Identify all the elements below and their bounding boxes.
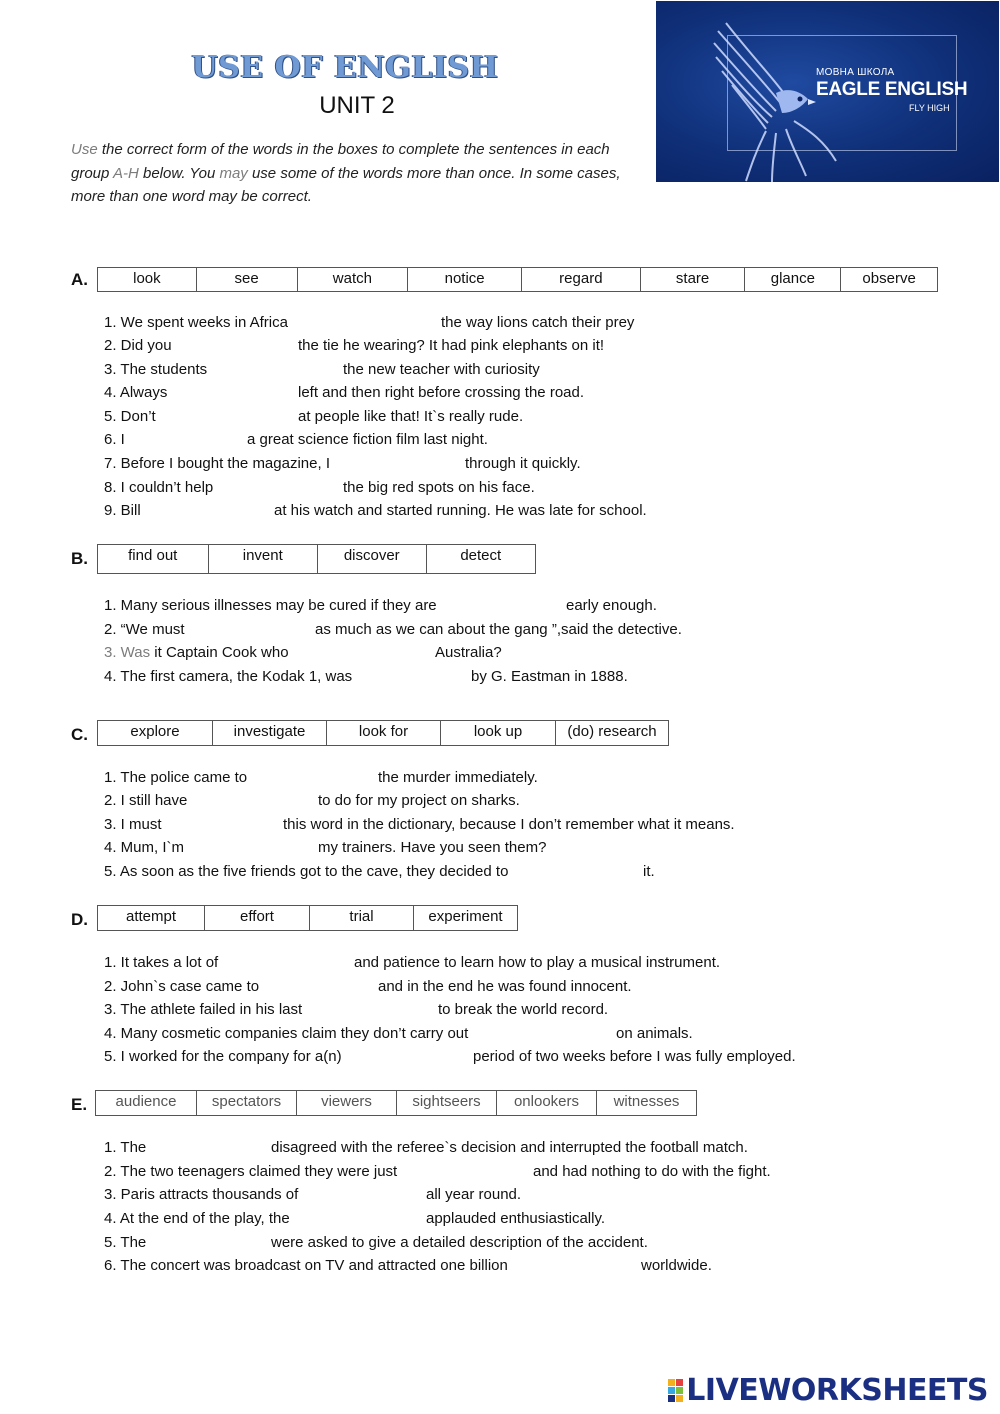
sentence-start: 2. The two teenagers claimed they were just (104, 1163, 398, 1180)
sentence-start: 2. John`s case came to (104, 978, 260, 995)
sentence-end: Australia? (435, 644, 502, 661)
instruction-text-1: the correct form of the words in the boxes to complete the sentences in each group (71, 141, 610, 182)
sentence (104, 313, 288, 333)
section-d-letter: D. (71, 910, 88, 929)
section-d-word-box (97, 905, 518, 931)
sentence-end: disagreed with the referee`s decision and interrupted the football match. (271, 1139, 748, 1156)
sentence-start: 6. I (104, 431, 125, 448)
section-a-letter: A. (71, 270, 88, 289)
word-box-cell: explore (130, 723, 180, 740)
section-b-letter: B. (71, 549, 88, 568)
sentence-start: 4. Many cosmetic companies claim they don’t carry out (104, 1025, 469, 1042)
instruction-word-may: may (219, 164, 248, 182)
sentence-start: 3. I must (104, 816, 162, 833)
word-box-cell: discover (317, 545, 426, 573)
sentence-start (104, 643, 289, 663)
sentence-end: applauded enthusiastically. (426, 1210, 606, 1227)
word-box-cell: detect (426, 545, 536, 573)
liveworksheets-logo[interactable] (668, 1374, 988, 1406)
word-box-cell: spectators (196, 1091, 296, 1115)
word-box-cell: look (133, 270, 161, 287)
sentence-end: the new teacher with curiosity (343, 361, 540, 378)
word-box-cell: (do) research (555, 721, 668, 745)
word-box-cell: regard (521, 268, 640, 291)
sentence-start: 5. Don’t (104, 408, 156, 425)
sentence-end: all year round. (426, 1186, 522, 1203)
sentence-end: by G. Eastman in 1888. (471, 668, 628, 685)
word-box-cell: observe (840, 268, 937, 291)
word-box-cell: audience (115, 1093, 177, 1110)
sentence-end: the way lions catch their prey (441, 314, 635, 331)
word-box-cell: attempt (125, 908, 177, 925)
sentence-end: through it quickly. (465, 455, 581, 472)
sentence-end: and had nothing to do with the fight. (533, 1163, 771, 1180)
sentence-start: 4. Mum, I`m (104, 839, 185, 856)
word-box-cell: watch (297, 268, 408, 291)
sentence-end: the big red spots on his face. (343, 479, 535, 496)
word-box-cell: find out (128, 547, 178, 564)
word-box-cell: look for (326, 721, 440, 745)
sentence-start: 1. The police came to (104, 769, 248, 786)
sentence-start: 3. The students (104, 361, 208, 378)
word-box-cell: look up (440, 721, 555, 745)
word-box-cell: glance (744, 268, 840, 291)
word-box-cell: notice (407, 268, 521, 291)
sentence-end: on animals. (616, 1025, 693, 1042)
sentence-start-rest: it Captain Cook who (150, 644, 289, 661)
sentence-end: left and then right before crossing the road. (298, 384, 585, 401)
sentence-end: period of two weeks before I was fully employed. (473, 1048, 796, 1065)
word-box-cell: invent (208, 545, 318, 573)
sentence-end: early enough. (566, 597, 657, 614)
section-e-word-box (95, 1090, 697, 1116)
sentence-end: and patience to learn how to play a musical instrument. (354, 954, 721, 971)
sentence-start: 5. As soon as the five friends got to the cave, they decided to (104, 863, 509, 880)
word-box-cell: experiment (413, 906, 517, 930)
sentence-start: 1. We spent weeks in Africa (104, 314, 288, 331)
sentence-start: 1. Many serious illnesses may be cured if they are (104, 597, 437, 614)
liveworksheets-icon (668, 1379, 683, 1402)
sentence-end: as much as we can about the gang ”,said the detective. (315, 621, 682, 638)
word-box-cell: effort (204, 906, 309, 930)
liveworksheets-wordmark: LIVEWORKSHEETS (686, 1372, 988, 1408)
word-box-cell: stare (640, 268, 745, 291)
logo-brand-name: EAGLE ENGLISH (816, 79, 968, 100)
section-b-word-box (97, 544, 536, 574)
page-title: USE OF ENGLISH (191, 50, 499, 85)
sentence-end: the tie he wearing? It had pink elephants on it! (298, 337, 605, 354)
sentence-end: my trainers. Have you seen them? (318, 839, 547, 856)
section-a-word-box (97, 267, 938, 292)
instruction-text-3: use some of the words more than once. In some cases, more than one word may be correct. (71, 164, 621, 205)
sentence-end: to break the world record. (438, 1001, 609, 1018)
sentence-number-muted: 3. Was (104, 644, 151, 661)
sentence-start: 2. Did you (104, 337, 172, 354)
word-box-cell: trial (309, 906, 413, 930)
word-box-cell: onlookers (496, 1091, 596, 1115)
word-box-cell: see (196, 268, 297, 291)
section-c-letter: C. (71, 725, 88, 744)
instruction-text-2: below. You (138, 164, 220, 182)
sentence-end: this word in the dictionary, because I don’t remember what it means. (283, 816, 735, 833)
unit-subtitle: UNIT 2 (319, 92, 395, 119)
sentence-end: to do for my project on sharks. (318, 792, 520, 809)
sentence-start: 5. The (104, 1234, 147, 1251)
sentence-start: 4. Always (104, 384, 168, 401)
sentence-end: and in the end he was found innocent. (378, 978, 632, 995)
word-box-cell: viewers (296, 1091, 396, 1115)
school-logo (656, 1, 999, 182)
section-e-letter: E. (71, 1095, 88, 1114)
instructions (71, 138, 641, 209)
section-c-word-box (97, 720, 669, 746)
sentence-end: it. (643, 863, 655, 880)
sentence-start: 4. At the end of the play, the (104, 1210, 290, 1227)
sentence-start: 1. The (104, 1139, 147, 1156)
word-box-cell: sightseers (396, 1091, 496, 1115)
sentence-end: the murder immediately. (378, 769, 538, 786)
sentence-end: at his watch and started running. He was late for school. (274, 502, 647, 519)
sentence-start: 3. The athlete failed in his last (104, 1001, 303, 1018)
sentence-end: worldwide. (641, 1257, 712, 1274)
sentence-start: 6. The concert was broadcast on TV and attracted one billion (104, 1257, 508, 1274)
sentence-start: 4. The first camera, the Kodak 1, was (104, 668, 353, 685)
sentence-end: a great science fiction film last night. (247, 431, 488, 448)
logo-small-text: МОВНА ШКОЛА (816, 67, 895, 78)
word-box-cell: witnesses (596, 1091, 696, 1115)
sentence-end: at people like that! It`s really rude. (298, 408, 524, 425)
sentence-start: 8. I couldn’t help (104, 479, 214, 496)
sentence-start: 2. I still have (104, 792, 188, 809)
logo-tagline: FLY HIGH (909, 103, 950, 113)
sentence-end: were asked to give a detailed description of the accident. (271, 1234, 648, 1251)
sentence-start: 9. Bill (104, 502, 141, 519)
sentence-start: 2. “We must (104, 621, 185, 638)
word-box-cell: investigate (212, 721, 326, 745)
instruction-word-use: Use (71, 141, 98, 158)
sentence-start: 5. I worked for the company for a(n) (104, 1048, 342, 1065)
sentence-start: 1. It takes a lot of (104, 954, 219, 971)
sentence-start: 7. Before I bought the magazine, I (104, 455, 330, 472)
instruction-word-groups: A-H (112, 164, 139, 182)
sentence-start: 3. Paris attracts thousands of (104, 1186, 299, 1203)
